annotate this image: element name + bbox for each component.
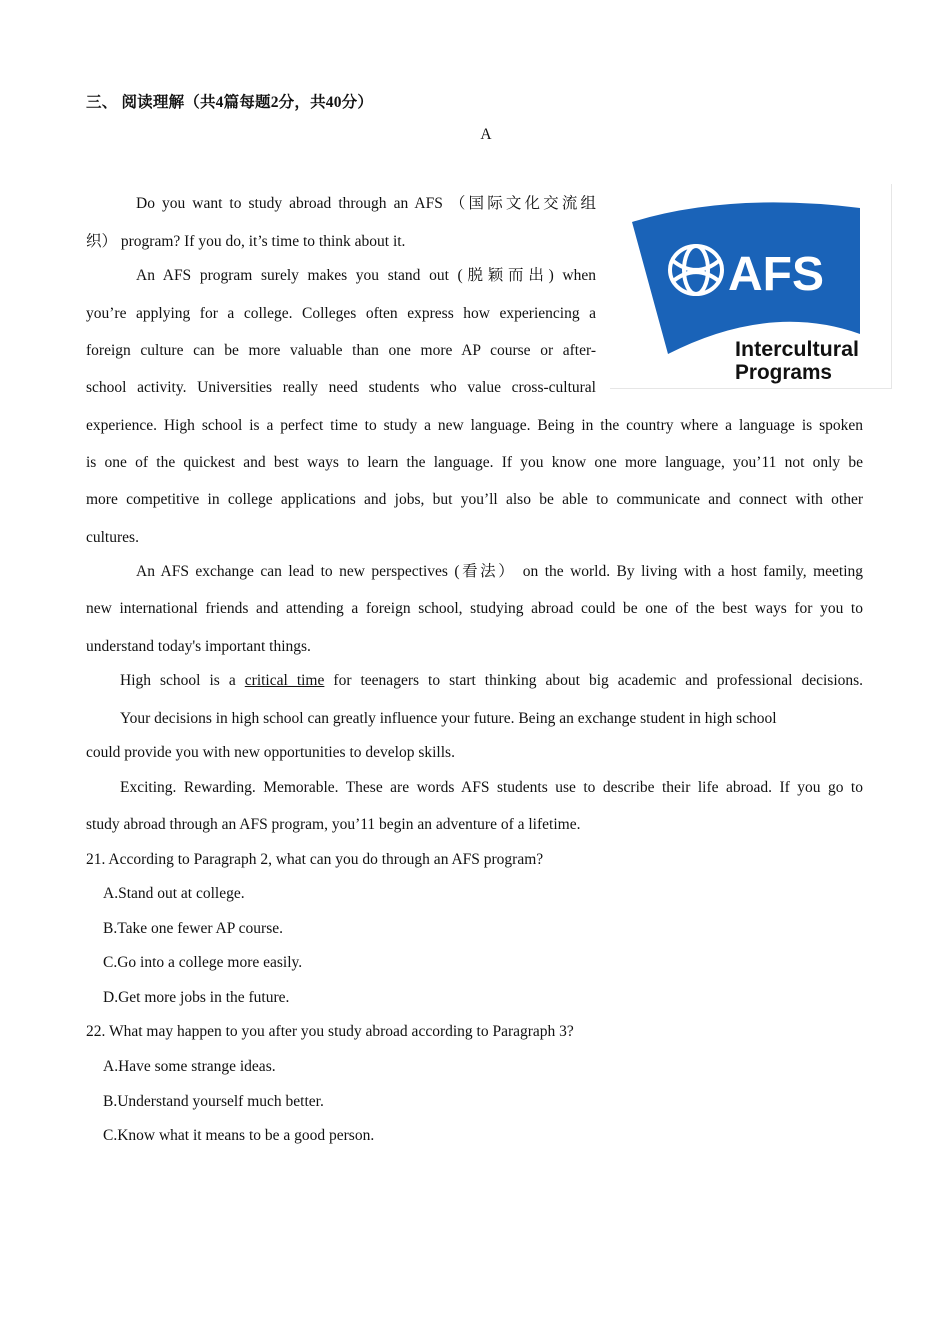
section-title: 三、 阅读理解（共4篇每题2分，共40分） [86, 94, 374, 111]
paragraph2-line1: An AFS program surely makes you stand out (脱颖而出) when [136, 267, 596, 284]
question-22-stem: 22. What may happen to you after you study abroad according to Paragraph 3? [86, 1023, 574, 1040]
paragraph2-line6: is one of the quickest and best ways to learn the language. If you know one more language, you’11 not only be [86, 454, 863, 471]
question-21-option-a[interactable]: A.Stand out at college. [103, 885, 245, 902]
question-21-option-c[interactable]: C.Go into a college more easily. [103, 954, 303, 971]
paragraph2-line3: foreign culture can be more valuable than one more AP course or after- [86, 342, 596, 359]
question-22-option-c[interactable]: C.Know what it means to be a good person. [103, 1127, 375, 1144]
critical-time-underlined: critical time [244, 672, 325, 689]
paragraph1-line1: Do you want to study abroad through an AFS （国际文化交流组 [136, 195, 596, 212]
paragraph4-line1 [86, 671, 863, 691]
paragraph5-line1: Exciting. Rewarding. Memorable. These are words AFS students use to describe their life abroad. If you go to [120, 779, 863, 796]
logo-line1: Intercultural [735, 338, 859, 361]
question-22-option-b[interactable]: B.Understand yourself much better. [103, 1093, 324, 1110]
paragraph2-line4: school activity. Universities really need students who value cross-cultural [86, 379, 596, 396]
afs-flag-graphic [610, 184, 891, 388]
paragraph2-line8: cultures. [86, 529, 139, 546]
paragraph4-line1-post: for teenagers to start thinking about big academic and professional decisions. [333, 672, 864, 689]
paragraph2-line2: you’re applying for a college. Colleges often express how experiencing a [86, 305, 596, 322]
paragraph5-line2: study abroad through an AFS program, you’11 begin an adventure of a lifetime. [86, 816, 581, 833]
paragraph4-line1-pre: High school is a [120, 672, 236, 689]
afs-brand-text: AFS [728, 248, 824, 301]
question-22-option-a[interactable]: A.Have some strange ideas. [103, 1058, 276, 1075]
question-21-stem: 21. According to Paragraph 2, what can you do through an AFS program? [86, 851, 544, 868]
afs-logo [610, 184, 892, 389]
paragraph4-line3: could provide you with new opportunities to develop skills. [86, 744, 455, 761]
paragraph4-line2: Your decisions in high school can greatly influence your future. Being an exchange student in high school [120, 710, 777, 727]
paragraph3-line3: understand today's important things. [86, 638, 311, 655]
paragraph2-line5: experience. High school is a perfect time to study a new language. Being in the country where a language is spoken [86, 417, 863, 434]
passage-label: A [480, 126, 492, 143]
logo-line2: Programs [735, 361, 832, 384]
question-21-option-b[interactable]: B.Take one fewer AP course. [103, 920, 283, 937]
question-21-option-d[interactable]: D.Get more jobs in the future. [103, 989, 290, 1006]
paragraph3-line1: An AFS exchange can lead to new perspectives (看法） on the world. By living with a host family, meeting [136, 563, 863, 580]
paragraph2-line7: more competitive in college applications and jobs, but you’ll also be able to communicate and connect with other [86, 491, 863, 508]
paragraph3-line2: new international friends and attending a foreign school, studying abroad could be one of the best ways for you to [86, 600, 863, 617]
paragraph1-line2: 织） program? If you do, it’s time to think about it. [86, 233, 406, 250]
